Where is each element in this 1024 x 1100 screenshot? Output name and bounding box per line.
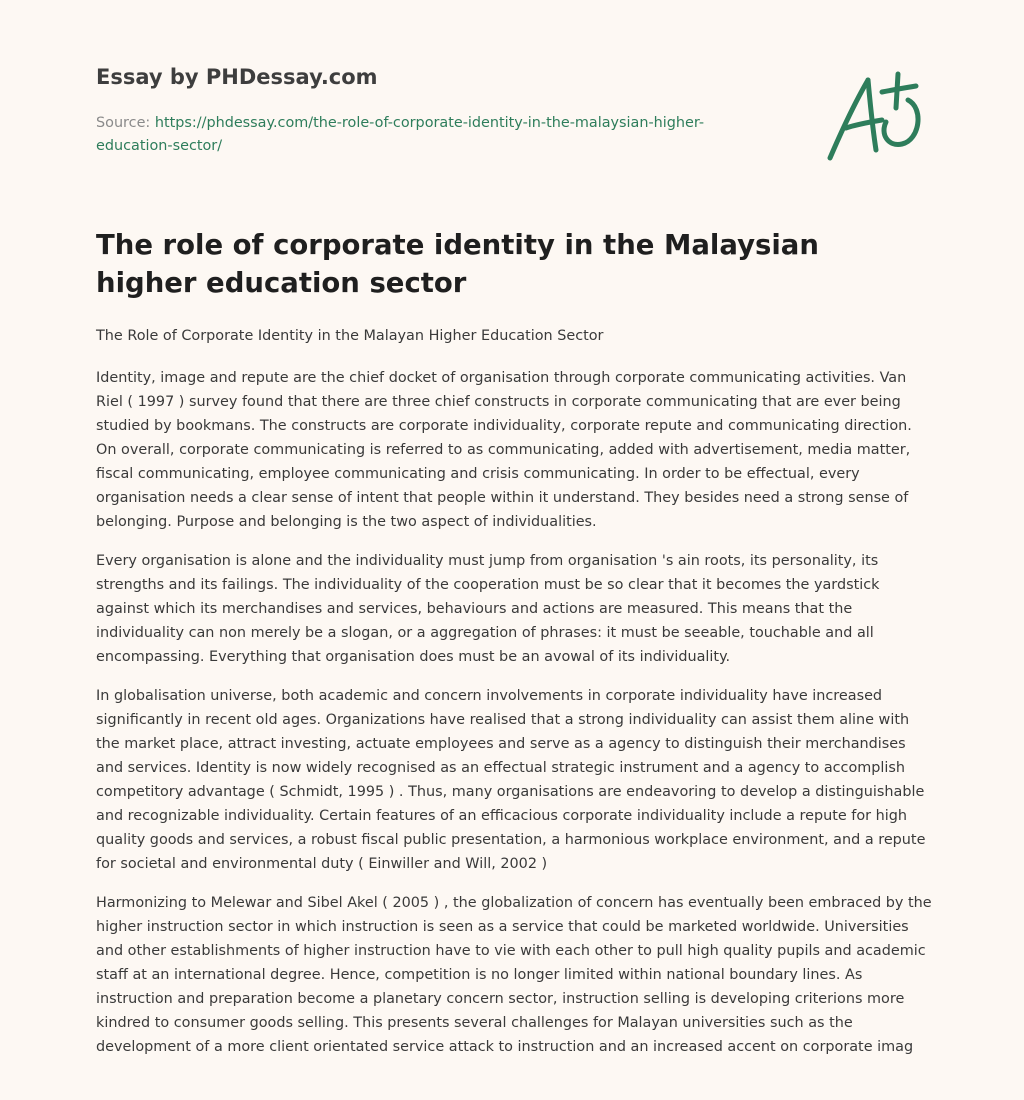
source-link[interactable] <box>96 115 704 154</box>
source-line <box>96 112 776 158</box>
essay-subtitle: The Role of Corporate Identity in the Malayan Higher Education Sector <box>96 328 604 344</box>
source-link-line2: education-sector/ <box>96 138 223 154</box>
page-title: The role of corporate identity in the Malaysian higher education sector <box>96 229 819 299</box>
source-label: Source: <box>96 115 151 131</box>
site-title: Essay by PHDessay.com <box>96 65 378 89</box>
paragraph: In globalisation universe, both academic and concern involvements in corporate individuality have increased significantly in recent old ages. Organizations have realised that a strong individuality can assist them aline with the market place, attract investing, actuate employees and serve as a agency to distinguish their merchandises and services. Identity is now widely recognised as an effectual strategic instrument and a agency to accomplish competitory advantage ( Schmidt, 1995 ) . Thus, many organisations are endeavoring to develop a distinguishable and recognizable individuality. Certain features of an efficacious corporate individuality include a repute for high quality goods and services, a robust fiscal public presentation, a harmonious workplace environment, and a repute for societal and environmental duty ( Einwiller and Will, 2002 ) <box>96 688 926 872</box>
essay-body <box>96 324 932 1074</box>
paragraph: Harmonizing to Melewar and Sibel Akel ( 2005 ) , the globalization of concern has eventually been embraced by the higher instruction sector in which instruction is seen as a service that could be marketed worldwide. Universities and other establishments of higher instruction have to vie with each other to pull high quality pupils and academic staff at an international degree. Hence, competition is no longer limited within national boundary lines. As instruction and preparation become a planetary concern sector, instruction selling is developing criterions more kindred to consumer goods selling. This presents several challenges for Malayan universities such as the development of a more client orientated service attack to instruction and an increased accent on corporate imag <box>96 895 932 1055</box>
paragraph: Identity, image and repute are the chief docket of organisation through corporate communicating activities. Van Riel ( 1997 ) survey found that there are three chief constructs in corporate communicating that are ever being studied by bookmans. The constructs are corporate individuality, corporate repute and communicating direction. On overall, corporate communicating is referred to as communicating, added with advertisement, media matter, fiscal communicating, employee communicating and crisis communicating. In order to be effectual, every organisation needs a clear sense of intent that people within it understand. They besides need a strong sense of belonging. Purpose and belonging is the two aspect of individualities. <box>96 370 912 530</box>
a-plus-grade-icon <box>820 68 930 168</box>
page-header <box>96 62 776 158</box>
source-link-line1: https://phdessay.com/the-role-of-corporate-identity-in-the-malaysian-higher- <box>154 115 705 131</box>
paragraph: Every organisation is alone and the individuality must jump from organisation 's ain roots, its personality, its strengths and its failings. The individuality of the cooperation must be so clear that it becomes the yardstick against which its merchandises and services, behaviours and actions are measured. This means that the individuality can non merely be a slogan, or a aggregation of phrases: it must be seeable, touchable and all encompassing. Everything that organisation does must be an avowal of its individuality. <box>96 553 880 665</box>
